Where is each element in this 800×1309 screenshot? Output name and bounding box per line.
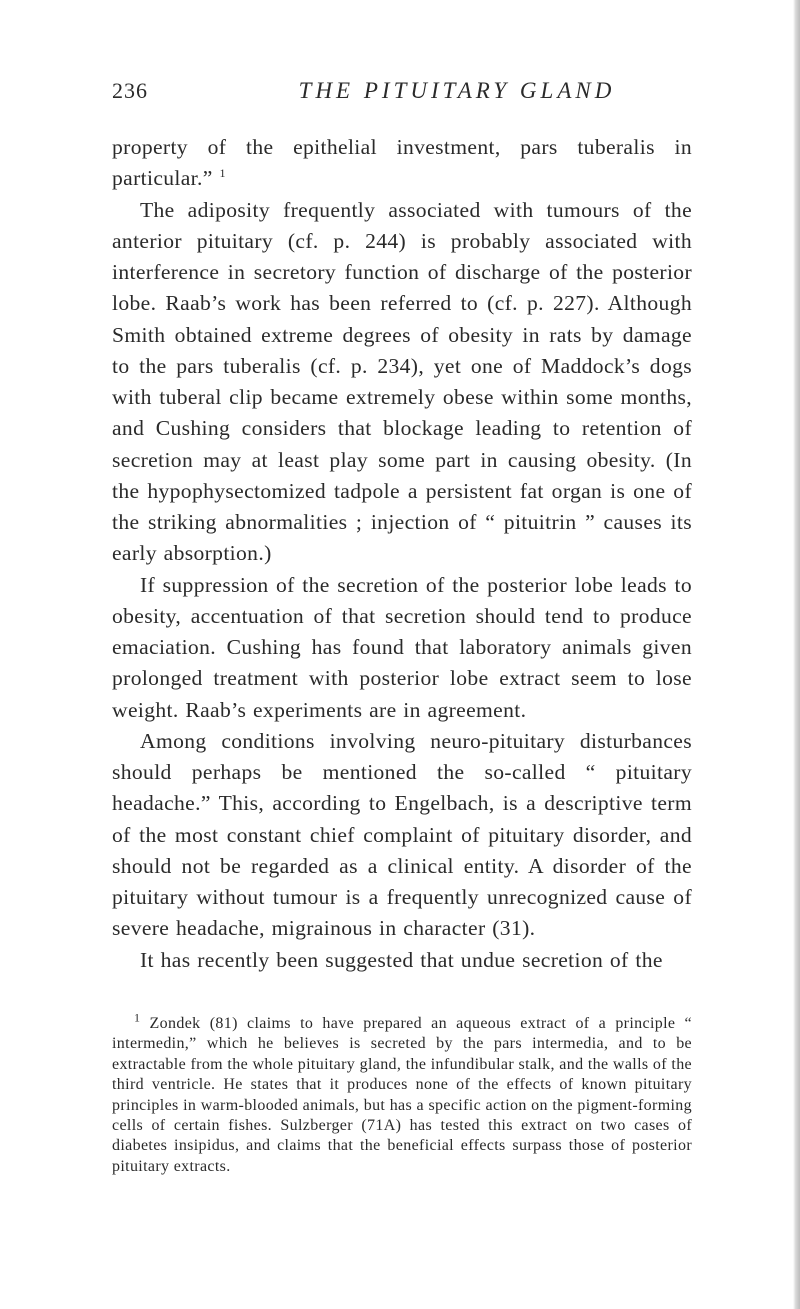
- footnote-text: Zondek (81) claims to have prepared an aqueous extract of a principle “ intermedin,” which he believes is secreted by the pars intermedia, and to be extractable from the whole pituitary gland, the infundibular stalk, and the walls of the third ventricle. He states that it produces none of the effects of known pituitary principles in warm-blooded animals, but has a specific action on the pigment-forming cells of certain fishes. Sulzberger (71A) has tested this extract on two cases of diabetes insipidus, and claims that the beneficial effects surpass those of posterior pituitary extracts.: [112, 1015, 692, 1175]
- page-header: [112, 78, 692, 114]
- footnote: [112, 1010, 692, 1177]
- page-number: 236: [112, 78, 148, 103]
- paragraph: Among conditions involving neuro-pituitary disturbances should perhaps be mentioned the so-called “ pituitary headache.” This, according to Engelbach, is a descriptive term of the most constant chief complaint of pituitary disorder, and should not be regarded as a clinical entity. A disorder of the pituitary without tumour is a frequently unrecognized cause of severe headache, migrainous in character (31).: [112, 728, 692, 941]
- paragraph: The adiposity frequently associated with tumours of the anterior pituitary (cf. p. 244) is probably associated with interference in secretory function of discharge of the posterior lobe. Raab’s work has been referred to (cf. p. 227). Although Smith obtained extreme degrees of obesity in rats by damage to the pars tuberalis (cf. p. 234), yet one of Maddock’s dogs with tuberal clip became extremely obese within some months, and Cushing considers that blockage leading to retention of secretion may at least play some part in causing obesity. (In the hypophysectomized tadpole a persistent fat organ is one of the striking abnormalities ; injection of “ pituitrin ” causes its early absorption.): [112, 197, 692, 566]
- body-text: [112, 132, 692, 976]
- footnote-mark: 1: [134, 1010, 141, 1025]
- paragraph: It has recently been suggested that undue secretion of the: [140, 947, 663, 972]
- running-title: THE PITUITARY GLAND: [298, 78, 616, 103]
- footnote-reference: 1: [219, 166, 226, 181]
- footnotes: [112, 1010, 692, 1177]
- paragraph-continued: [112, 132, 692, 195]
- page-edge-shadow: [793, 0, 800, 1309]
- paragraph-text: property of the epithelial investment, pars tuberalis in particular.”: [112, 135, 692, 191]
- paragraph: If suppression of the secretion of the posterior lobe leads to obesity, accentuation of that secretion should tend to produce emaciation. Cushing has found that laboratory animals given prolonged treatment with posterior lobe extract seem to lose weight. Raab’s experiments are in agreement.: [112, 572, 692, 722]
